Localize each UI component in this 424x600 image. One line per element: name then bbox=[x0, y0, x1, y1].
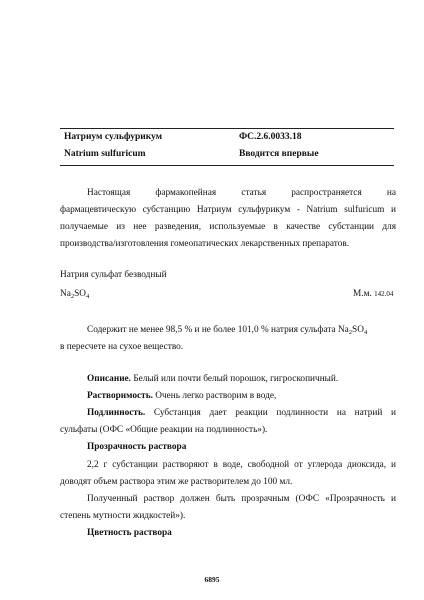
intro-line-3-wrap bbox=[60, 220, 396, 234]
monograph-code: ФС.2.6.0033.18 bbox=[239, 132, 302, 142]
identity-text: Субстанция дает реакции подлинности на натрий и bbox=[145, 408, 396, 418]
solubility-label: Растворимость. bbox=[87, 391, 153, 401]
identity-line-1 bbox=[60, 406, 396, 420]
content-text: Содержит не менее 98,5 % и не более 101,0 % натрия сульфата Na bbox=[87, 325, 349, 335]
molar-mass-label: М.м. bbox=[353, 289, 372, 299]
color-heading: Цветность раствора bbox=[87, 528, 172, 538]
formula-so: SO bbox=[74, 289, 86, 299]
formula-sub-2: 4 bbox=[85, 293, 90, 300]
intro-line-2: фармацевтическую субстанцию Натриум сульфурикум - Natrium sulfuricum и bbox=[60, 205, 396, 215]
intro-line-4: производства/изготовления гомеопатических лекарственных препаратов. bbox=[60, 239, 350, 249]
clarity-p2-line-1-wrap bbox=[60, 492, 396, 506]
molar-mass-value: 142.04 bbox=[374, 290, 394, 298]
formula-na: Na bbox=[60, 289, 71, 299]
substance-name: Натрия сульфат безводный bbox=[60, 270, 167, 280]
intro-line-2-wrap bbox=[60, 203, 396, 217]
clarity-p1-line-2: доводят объем раствора этим же растворителем до 100 мл. bbox=[60, 477, 293, 487]
identity-line-1-inner bbox=[60, 406, 396, 420]
clarity-p2-line-1: Полученный раствор должен быть прозрачным (ОФС «Прозрачность и bbox=[87, 494, 396, 504]
description-line bbox=[60, 372, 338, 386]
clarity-p1-line-1-wrap bbox=[60, 458, 396, 472]
identity-label: Подлинность. bbox=[87, 408, 146, 418]
intro-paragraph bbox=[60, 186, 396, 200]
description-label: Описание. bbox=[87, 374, 131, 384]
clarity-p1-line-1: 2,2 г субстанции растворяют в воде, свободной от углерода диоксида, и bbox=[87, 460, 396, 470]
intro-line-3: получаемые из нее разведения, используемые в качестве субстанции для bbox=[60, 222, 396, 232]
solubility-text: Очень легко растворим в воде, bbox=[152, 391, 277, 401]
intro-line-1: Настоящая фармакопейная статья распространяется на bbox=[87, 188, 396, 198]
content-so: SO bbox=[352, 325, 364, 335]
monograph-name-ru: Натриум сульфурикум bbox=[64, 132, 163, 142]
header-bottom-rule bbox=[60, 165, 394, 166]
description-text: Белый или почти белый порошок, гигроскопичный. bbox=[131, 374, 339, 384]
content-line-2: в пересчете на сухое вещество. bbox=[60, 342, 184, 352]
header-top-rule bbox=[60, 128, 394, 129]
substance-formula bbox=[60, 287, 89, 301]
monograph-name-lat: Natrium sulfuricum bbox=[64, 149, 146, 159]
molar-mass bbox=[353, 287, 393, 301]
content-line-1 bbox=[60, 323, 367, 337]
monograph-status: Вводится впервые bbox=[239, 149, 319, 159]
page-number: 6895 bbox=[204, 575, 220, 584]
clarity-p2-line-2: степень мутности жидкостей»). bbox=[60, 511, 186, 521]
formula-sub-1: 2 bbox=[70, 293, 75, 300]
content-sub-2: 4 bbox=[363, 329, 368, 336]
clarity-heading: Прозрачность раствора bbox=[87, 442, 187, 452]
identity-line-2: сульфаты (ОФС «Общие реакции на подлинность»). bbox=[60, 425, 268, 435]
content-sub-1: 2 bbox=[348, 329, 353, 336]
solubility-line bbox=[60, 389, 276, 403]
